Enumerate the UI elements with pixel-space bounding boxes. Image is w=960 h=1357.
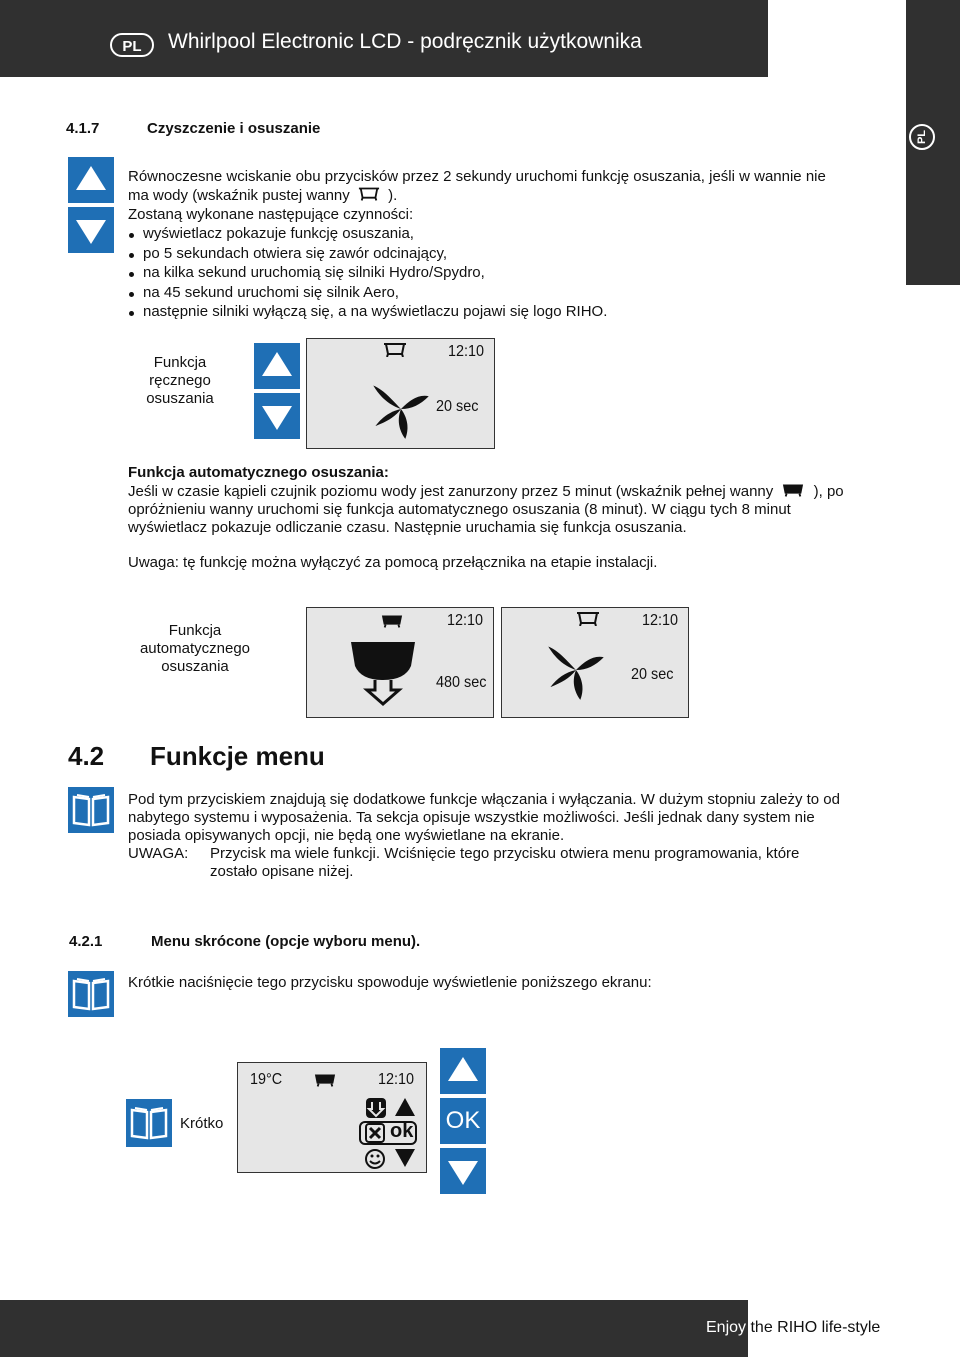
list-item: na kilka sekund uruchomią się silniki Hydro/Spydro, — [128, 263, 607, 283]
note-text: Uwaga: tę funkcję można wyłączyć za pomocą przełącznika na etapie instalacji. — [128, 554, 658, 571]
down-arrow-icon — [394, 1148, 416, 1168]
section-number: 4.2 — [68, 741, 105, 771]
list-item: wyświetlacz pokazuje funkcję osuszania, — [128, 224, 607, 244]
drain-box-icon — [365, 1097, 387, 1119]
short-press-label: Krótko — [180, 1115, 224, 1132]
paragraph-text: ), po — [813, 483, 844, 500]
fan-icon — [369, 377, 433, 441]
menu-button[interactable] — [126, 1099, 172, 1147]
paragraph-line: Przycisk ma wiele funkcji. Wciśnięcie tego przycisku otwiera menu programowania, które — [210, 845, 800, 862]
section-title: Menu skrócone (opcje wyboru menu). — [151, 933, 421, 950]
lcd-counter: 20 sec — [436, 398, 479, 415]
section-number: 4.1.7 — [66, 120, 100, 137]
caption-line: automatycznego — [139, 640, 251, 657]
full-tub-icon — [381, 614, 403, 628]
manual-drying-caption — [130, 354, 230, 408]
caption-line: Funkcja — [153, 354, 207, 371]
down-button[interactable] — [254, 393, 300, 439]
paragraph-line: wyświetlacz pokazuje odliczanie czasu. Następnie uruchamia się funkcja osuszania. — [128, 519, 687, 536]
caption-line: ręcznego — [149, 372, 211, 389]
empty-tub-icon — [383, 343, 407, 357]
paragraph-line: Pod tym przyciskiem znajdują się dodatkowe funkcje włączania i wyłączania. W dużym stopniu zależy to od — [128, 791, 840, 808]
steps-list — [128, 224, 607, 322]
paragraph-line: Krótkie naciśnięcie tego przycisku spowoduje wyświetlenie poniższego ekranu: — [128, 974, 652, 991]
language-badge: PL — [110, 33, 154, 57]
lcd-time: 12:10 — [642, 612, 679, 629]
caption-line: osuszania — [161, 658, 229, 675]
book-icon — [126, 1099, 172, 1147]
section-title: Funkcje menu — [150, 741, 325, 771]
paragraph-line: Równoczesne wciskanie obu przycisków przez 2 sekundy uruchomi funkcję osuszania, jeśli w wannie nie — [128, 168, 826, 185]
caption-line: osuszania — [146, 390, 214, 407]
footer-slogan — [706, 1319, 880, 1337]
paragraph-line: Zostaną wykonane następujące czynności: — [128, 206, 414, 223]
caption-line: Funkcja — [168, 622, 222, 639]
lcd-display-auto-countdown — [306, 607, 494, 718]
up-button[interactable] — [440, 1048, 486, 1094]
list-item: następnie silniki wyłączą się, a na wyświetlaczu pojawi się logo RIHO. — [128, 302, 607, 322]
paragraph-line — [128, 482, 844, 501]
page-title: Whirlpool Electronic LCD - podręcznik użytkownika — [168, 30, 642, 53]
lcd-counter: 20 sec — [631, 666, 674, 683]
lcd-temperature: 19°C — [250, 1071, 283, 1088]
lcd-time: 12:10 — [448, 343, 485, 360]
footer-bar — [0, 1300, 748, 1357]
menu-button[interactable] — [68, 971, 114, 1017]
book-icon — [68, 971, 114, 1017]
fan-icon — [544, 638, 608, 702]
down-button[interactable] — [68, 207, 114, 253]
lcd-display-manual — [306, 338, 495, 449]
down-arrow-icon — [440, 1148, 486, 1194]
book-icon — [68, 787, 114, 833]
paragraph-line: posiada opisywanych opcji, nie będą one wyświetlane na ekranie. — [128, 827, 565, 844]
up-button[interactable] — [68, 157, 114, 203]
lcd-time: 12:10 — [378, 1071, 415, 1088]
lcd-display-auto-fan — [501, 607, 689, 718]
ok-button[interactable]: OK — [440, 1098, 486, 1144]
paragraph-line: opróżnieniu wanny uruchomi się funkcja automatycznego osuszania (8 minut). W ciągu tych 8 minut — [128, 501, 791, 518]
full-tub-icon — [782, 483, 804, 497]
up-button[interactable] — [254, 343, 300, 389]
paragraph-line — [128, 186, 397, 205]
lcd-display-menu — [237, 1062, 427, 1173]
up-arrow-icon — [440, 1048, 486, 1094]
lcd-time: 12:10 — [447, 612, 484, 629]
section-title: Czyszczenie i osuszanie — [147, 120, 321, 137]
paragraph-line: zostało opisane niżej. — [210, 863, 354, 880]
paragraph-text: ma wody (wskaźnik pustej wanny — [128, 187, 350, 204]
full-tub-icon — [314, 1073, 336, 1087]
drain-icon — [349, 640, 417, 706]
footer-slogan-enjoy: Enjoy — [706, 1319, 747, 1336]
paragraph-text: Jeśli w czasie kąpieli czujnik poziomu wody jest zanurzony przez 5 minut (wskaźnik pełnej wanny — [128, 483, 774, 500]
footer-slogan-rest: the RIHO life-style — [746, 1319, 881, 1336]
menu-button[interactable] — [68, 787, 114, 833]
list-item: na 45 sekund uruchomi się silnik Aero, — [128, 283, 607, 303]
up-arrow-icon — [68, 157, 114, 203]
section-number: 4.2.1 — [69, 933, 103, 950]
paragraph-line: nabytego systemu i wyposażenia. Ta sekcja opisuje wszystkie możliwości. Jeśli jednak dany system nie — [128, 809, 815, 826]
up-arrow-icon — [394, 1097, 416, 1117]
subsection-title: Funkcja automatycznego osuszania: — [128, 464, 389, 481]
down-button[interactable] — [440, 1148, 486, 1194]
auto-drying-caption — [120, 622, 270, 676]
smiley-icon — [364, 1148, 386, 1170]
cancel-box-icon — [365, 1123, 385, 1143]
lcd-counter: 480 sec — [436, 674, 487, 691]
paragraph-text: ). — [388, 187, 398, 204]
lcd-ok-label: ok — [390, 1120, 414, 1142]
up-arrow-icon — [254, 343, 300, 389]
down-arrow-icon — [68, 207, 114, 253]
empty-tub-icon — [576, 612, 600, 626]
list-item: po 5 sekundach otwiera się zawór odcinający, — [128, 244, 607, 264]
down-arrow-icon — [254, 393, 300, 439]
warning-label: UWAGA: — [128, 845, 189, 862]
empty-tub-icon — [358, 187, 380, 201]
side-language-badge: PL — [909, 124, 935, 150]
